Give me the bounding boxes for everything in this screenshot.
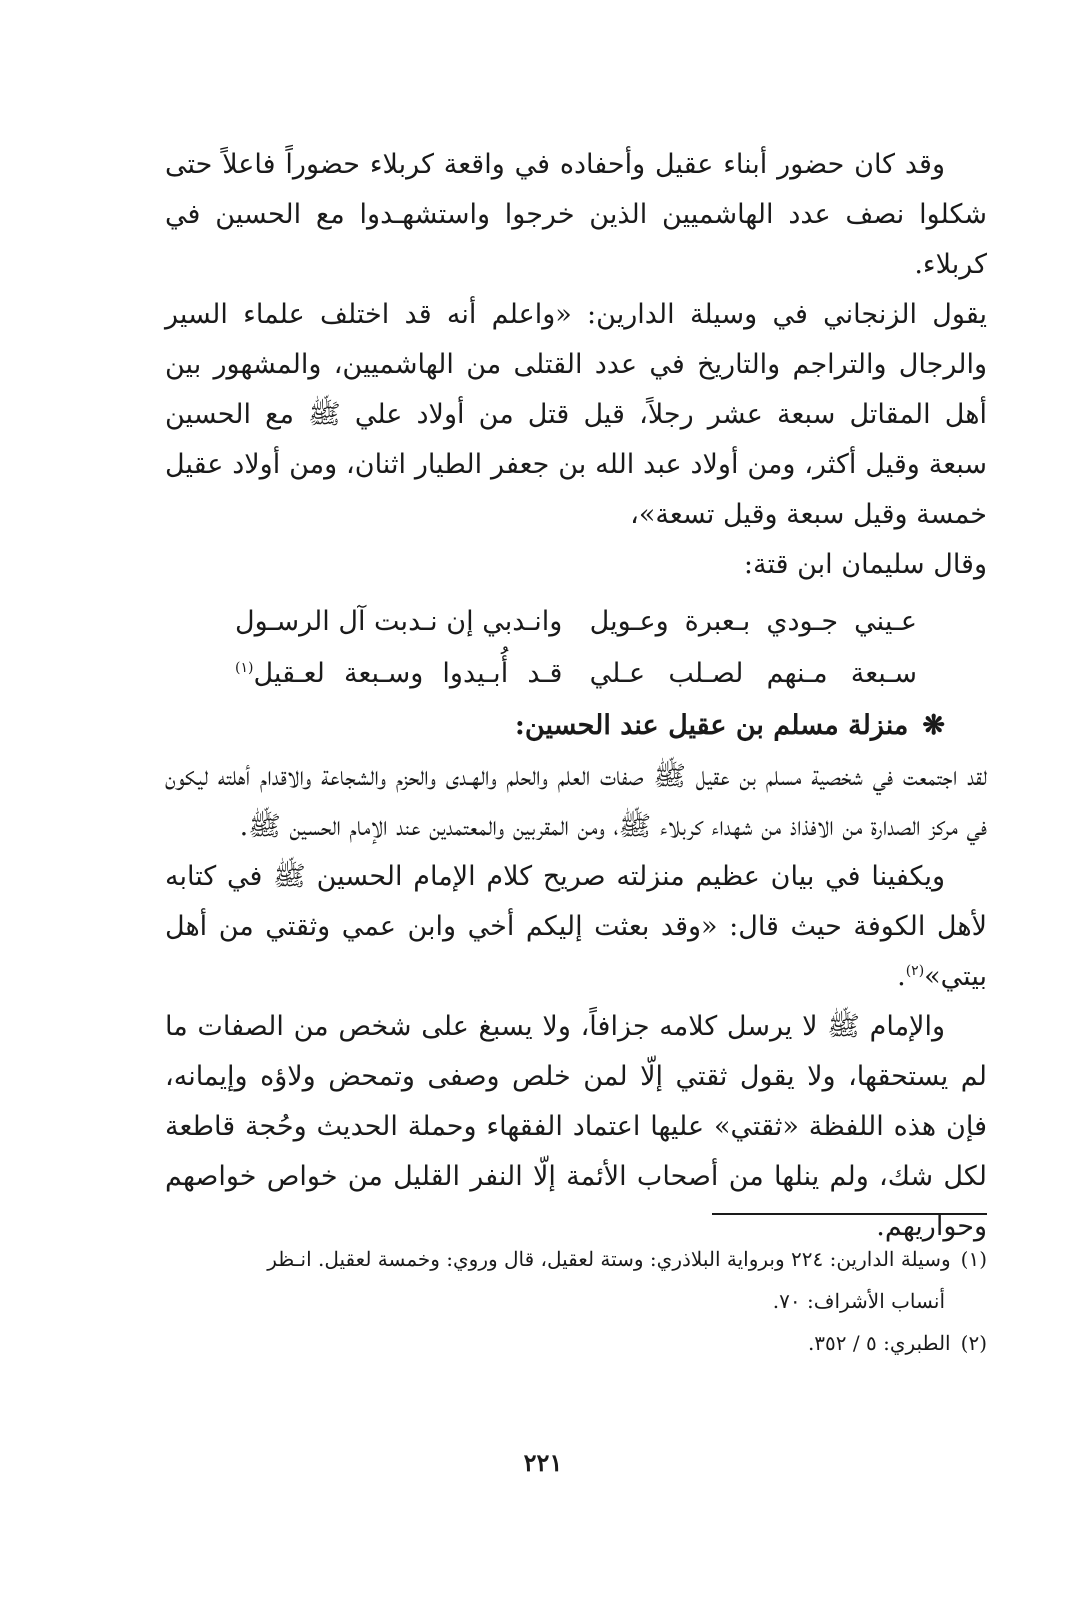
paragraph-5 — [165, 852, 987, 1002]
poem-hemistich-right: سـبعة مـنهم لصـلب عـلي — [589, 658, 917, 689]
footnote-text: الطبري: ٥ / ٣٥٢. — [807, 1331, 951, 1355]
paragraph-2: يقول الزنجاني في وسيلة الدارين: «واعلم أنه قد اختلف علماء السير والرجال والتراجم والتاريخ في عدد القتلى من الهاشميين، والمشهور بين أهل المقاتل سبعة عشر رجلاً، قيل قتل من أولاد علي ﷺ مع الحسين سبعة وقيل أكثر، ومن أولاد عبد الله بن جعفر الطيار اثنان، ومن أولاد عقيل خمسة وقيل سبعة وقيل تسعة»، — [165, 299, 987, 530]
section-heading-text: منزلة مسلم بن عقيل عند الحسين: — [514, 710, 909, 741]
footnote-number: (١) — [960, 1247, 987, 1271]
poem-hemistich-left: وانـدبي إن نـدبت آل الرسـول — [235, 606, 563, 637]
paragraph-3: وقال سليمان ابن قتة: — [743, 549, 987, 580]
poem-hemistich-text: قـد أُبـيدوا وسـبعة لعـقيل — [253, 658, 563, 689]
book-page — [165, 140, 987, 1355]
main-text — [165, 140, 987, 590]
main-text-2 — [165, 752, 987, 1252]
poem — [165, 596, 987, 700]
footnote-number: (٢) — [960, 1331, 987, 1355]
footnote-1 — [165, 1238, 987, 1280]
star-icon: ❋ — [922, 710, 945, 741]
poem-verse-2 — [235, 648, 917, 700]
footnote-ref-2[interactable]: (٢) — [905, 963, 925, 979]
page-number: ٢٢١ — [523, 1448, 563, 1477]
paragraph-5-text: ويكفينا في بيان عظيم منزلته صريح كلام الإمام الحسين ﷺ في كتابه لأهل الكوفة حيث قال: «وقد بعثت إليكم أخي وابن عمي وثقتي من أهل بيتي» — [165, 861, 987, 992]
poem-hemistich-right: عـيني جـودي بـعبرة وعـويل — [589, 606, 917, 637]
paragraph-5-end: . — [897, 961, 906, 992]
footnotes — [165, 1238, 987, 1364]
paragraph-4: لقد اجتمعت في شخصية مسلم بن عقيل ﷺ صفات العلم والحلم والهـدى والحزم والشجاعة والاقدام أهلته ليكون في مركز الصدارة من الافذاذ من شهداء كربلاء ﷺ، ومن المقربين والمعتمدين عند الإمام الحسين ﷺ. — [165, 761, 987, 842]
section-heading — [165, 700, 987, 752]
poem-hemistich-left — [235, 648, 562, 700]
footnote-text: وسيلة الدارين: ٢٢٤ وبرواية البلاذري: وستة لعقيل، قال وروي: وخمسة لعقيل. انـظر — [267, 1247, 951, 1271]
paragraph-6: والإمام ﷺ لا يرسل كلامه جزافاً، ولا يسبغ على شخص من الصفات ما لم يستحقها، ولا يقول ثقتي إلّا لمن خلص وصفى وتمحض ولاؤه وإيمانه، فإن هذه اللفظة «ثقتي» عليها اعتماد الفقهاء وحملة الحديث وحُجة قاطعة لكل شك، ولم ينلها من أصحاب الأئمة إلّا النفر القليل من خواص خواصهم وحواريهم. — [165, 1011, 987, 1242]
footnote-divider — [712, 1213, 987, 1215]
paragraph-1: وقد كان حضور أبناء عقيل وأحفاده في واقعة كربلاء حضوراً فاعلاً حتى شكلوا نصف عدد الهاشميين الذين خرجوا واستشهـدوا مع الحسين في كربلاء. — [165, 149, 987, 280]
footnote-ref-1[interactable]: (١) — [235, 660, 254, 676]
footnote-1-continued: أنساب الأشراف: ٧٠. — [772, 1289, 945, 1313]
poem-verse-1 — [235, 596, 917, 648]
footnote-2 — [165, 1322, 987, 1364]
